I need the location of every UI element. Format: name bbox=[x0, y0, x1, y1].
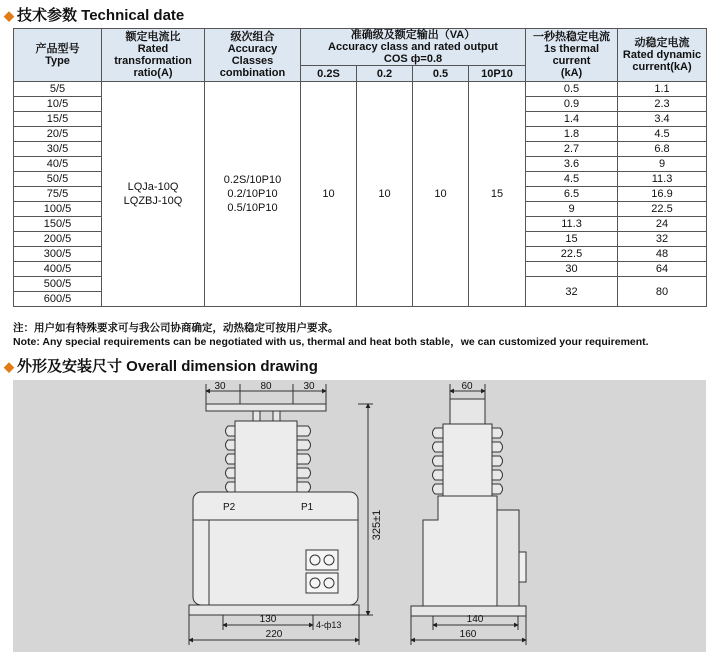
note-en: Note: Any special requirements can be negotiated with us, thermal and heat both stable，we can customized your requirement. bbox=[13, 336, 649, 348]
header-acc-0.2: 0.2 bbox=[357, 66, 413, 82]
dynamic-cell: 80 bbox=[618, 277, 707, 307]
diamond-icon: ◆ bbox=[4, 8, 14, 23]
dynamic-cell: 22.5 bbox=[618, 202, 707, 217]
output-cell-0.2s: 10 bbox=[301, 82, 357, 307]
thermal-cell: 15 bbox=[526, 232, 618, 247]
ratio-cell: 50/5 bbox=[14, 172, 102, 187]
header-ratio: 额定电流比 Rated transformation ratio(A) bbox=[102, 29, 205, 82]
dynamic-cell: 9 bbox=[618, 157, 707, 172]
thermal-cell: 1.8 bbox=[526, 127, 618, 142]
dim-30-left: 30 bbox=[214, 381, 226, 392]
dynamic-cell: 6.8 bbox=[618, 142, 707, 157]
label-p2: P2 bbox=[223, 502, 236, 513]
thermal-cell: 32 bbox=[526, 277, 618, 307]
side-view bbox=[411, 384, 526, 645]
drawing-svg bbox=[13, 380, 706, 652]
ratio-cell: 40/5 bbox=[14, 157, 102, 172]
ratio-cell: 75/5 bbox=[14, 187, 102, 202]
dim-4-holes: 4-ф13 bbox=[316, 620, 342, 630]
thermal-cell: 0.5 bbox=[526, 82, 618, 97]
thermal-cell: 6.5 bbox=[526, 187, 618, 202]
front-view bbox=[189, 384, 373, 645]
ratio-cell: 20/5 bbox=[14, 127, 102, 142]
output-cell-0.5: 10 bbox=[413, 82, 469, 307]
dynamic-cell: 4.5 bbox=[618, 127, 707, 142]
dim-30-right: 30 bbox=[303, 381, 315, 392]
header-acc-0.2s: 0.2S bbox=[301, 66, 357, 82]
section-title-drawing: ◆ 外形及安装尺寸 Overall dimension drawing bbox=[4, 358, 318, 375]
dim-130: 130 bbox=[259, 614, 277, 625]
thermal-cell: 4.5 bbox=[526, 172, 618, 187]
dim-325: 325±1 bbox=[371, 509, 383, 541]
dynamic-cell: 11.3 bbox=[618, 172, 707, 187]
ratio-cell: 15/5 bbox=[14, 112, 102, 127]
header-acc-0.5: 0.5 bbox=[413, 66, 469, 82]
dynamic-cell: 24 bbox=[618, 217, 707, 232]
dim-60: 60 bbox=[461, 381, 473, 392]
dynamic-cell: 64 bbox=[618, 262, 707, 277]
thermal-cell: 1.4 bbox=[526, 112, 618, 127]
ratio-cell: 100/5 bbox=[14, 202, 102, 217]
header-thermal: 一秒热稳定电流 1s thermal current (kA) bbox=[526, 29, 618, 82]
ratio-cell: 30/5 bbox=[14, 142, 102, 157]
spec-table bbox=[13, 28, 707, 307]
dim-80: 80 bbox=[260, 381, 272, 392]
dim-160: 160 bbox=[459, 629, 477, 640]
label-p1: P1 bbox=[301, 502, 314, 513]
ratio-cell: 400/5 bbox=[14, 262, 102, 277]
dynamic-cell: 16.9 bbox=[618, 187, 707, 202]
diamond-icon: ◆ bbox=[4, 359, 14, 374]
thermal-cell: 3.6 bbox=[526, 157, 618, 172]
thermal-cell: 0.9 bbox=[526, 97, 618, 112]
ratio-cell: 300/5 bbox=[14, 247, 102, 262]
dynamic-cell: 32 bbox=[618, 232, 707, 247]
thermal-cell: 22.5 bbox=[526, 247, 618, 262]
dynamic-cell: 48 bbox=[618, 247, 707, 262]
output-cell-0.2: 10 bbox=[357, 82, 413, 307]
header-accuracy: 准确级及额定输出（VA） Accuracy class and rated output COS ф=0.8 bbox=[301, 29, 526, 66]
dynamic-cell: 2.3 bbox=[618, 97, 707, 112]
dynamic-cell: 3.4 bbox=[618, 112, 707, 127]
header-dynamic: 动稳定电流 Rated dynamic current(kA) bbox=[618, 29, 707, 82]
type-cell: LQJa-10Q LQZBJ-10Q bbox=[102, 82, 205, 307]
output-cell-10p10: 15 bbox=[469, 82, 526, 307]
ratio-cell: 600/5 bbox=[14, 292, 102, 307]
dim-220: 220 bbox=[265, 629, 283, 640]
ratio-cell: 5/5 bbox=[14, 82, 102, 97]
ratio-cell: 10/5 bbox=[14, 97, 102, 112]
dynamic-cell: 1.1 bbox=[618, 82, 707, 97]
ratio-cell: 150/5 bbox=[14, 217, 102, 232]
header-classes: 级次组合 Accuracy Classes combination bbox=[205, 29, 301, 82]
note-cn: 注：用户如有特殊要求可与我公司协商确定，动热稳定可按用户要求。 bbox=[13, 322, 339, 334]
thermal-cell: 2.7 bbox=[526, 142, 618, 157]
header-acc-10p10: 10P10 bbox=[469, 66, 526, 82]
header-type: 产品型号 Type bbox=[14, 29, 102, 82]
dim-140: 140 bbox=[466, 614, 484, 625]
thermal-cell: 9 bbox=[526, 202, 618, 217]
ratio-cell: 500/5 bbox=[14, 277, 102, 292]
combination-cell: 0.2S/10P10 0.2/10P10 0.5/10P10 bbox=[205, 82, 301, 307]
dimension-drawing bbox=[13, 380, 706, 652]
ratio-cell: 200/5 bbox=[14, 232, 102, 247]
thermal-cell: 11.3 bbox=[526, 217, 618, 232]
section-title-technical: ◆ 技术参数 Technical date bbox=[4, 7, 185, 24]
thermal-cell: 30 bbox=[526, 262, 618, 277]
